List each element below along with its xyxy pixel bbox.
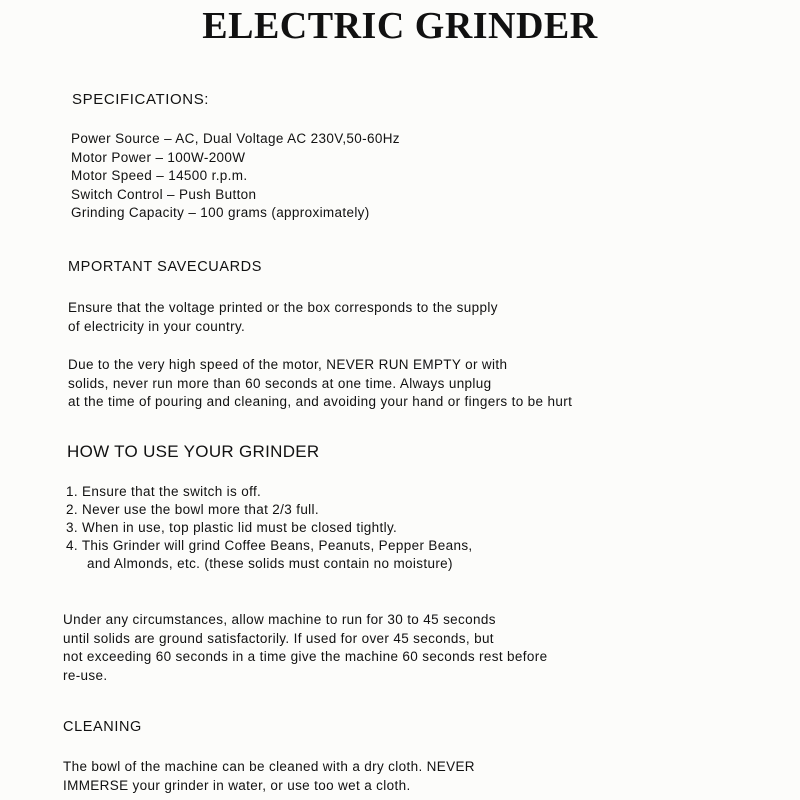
specifications-list bbox=[71, 130, 400, 223]
paragraph-line: until solids are ground satisfactorily. If used for over 45 seconds, but bbox=[63, 630, 494, 646]
step-item: 3. When in use, top plastic lid must be closed tightly. bbox=[66, 520, 398, 535]
paragraph-line: Due to the very high speed of the motor, NEVER RUN EMPTY or with bbox=[68, 357, 508, 372]
paragraph-line: Ensure that the voltage printed or the box corresponds to the supply bbox=[68, 300, 498, 315]
safeguards-paragraph-1 bbox=[68, 299, 498, 336]
step-item: 2. Never use the bowl more that 2/3 full. bbox=[66, 502, 319, 517]
how-to-use-steps bbox=[66, 483, 473, 573]
specifications-heading: SPECIFICATIONS: bbox=[72, 91, 210, 108]
how-to-use-heading: HOW TO USE YOUR GRINDER bbox=[67, 442, 320, 461]
paragraph-line: at the time of pouring and cleaning, and avoiding your hand or fingers to be hurt bbox=[68, 394, 573, 409]
step-item-continued: and Almonds, etc. (these solids must contain no moisture) bbox=[87, 556, 453, 571]
step-item: 4. This Grinder will grind Coffee Beans, Peanuts, Pepper Beans, bbox=[66, 538, 473, 553]
step-item: 1. Ensure that the switch is off. bbox=[66, 484, 262, 499]
safeguards-paragraph-2 bbox=[68, 356, 572, 412]
paragraph-line: Under any circumstances, allow machine to run for 30 to 45 seconds bbox=[63, 612, 496, 627]
safeguards-heading: MPORTANT SAVECUARDS bbox=[68, 259, 263, 275]
spec-switch-control: Switch Control – Push Button bbox=[71, 186, 257, 202]
document-title: ELECTRIC GRINDER bbox=[202, 5, 598, 47]
paragraph-line: IMMERSE your grinder in water, or use too wet a cloth. bbox=[63, 777, 411, 793]
cleaning-paragraph bbox=[63, 758, 475, 795]
paragraph-line: re-use. bbox=[63, 667, 108, 683]
how-to-use-paragraph bbox=[63, 611, 547, 685]
cleaning-heading: CLEANING bbox=[63, 719, 142, 735]
paragraph-line: The bowl of the machine can be cleaned with a dry cloth. NEVER bbox=[63, 759, 475, 774]
spec-motor-power: Motor Power – 100W-200W bbox=[71, 149, 246, 165]
paragraph-line: solids, never run more than 60 seconds at one time. Always unplug bbox=[68, 375, 492, 391]
paragraph-line: of electricity in your country. bbox=[68, 318, 246, 334]
spec-grinding-capacity: Grinding Capacity – 100 grams (approximately) bbox=[71, 205, 370, 220]
spec-motor-speed: Motor Speed – 14500 r.p.m. bbox=[71, 168, 248, 183]
spec-power-source: Power Source – AC, Dual Voltage AC 230V,50-60Hz bbox=[71, 131, 400, 146]
paragraph-line: not exceeding 60 seconds in a time give the machine 60 seconds rest before bbox=[63, 649, 548, 664]
